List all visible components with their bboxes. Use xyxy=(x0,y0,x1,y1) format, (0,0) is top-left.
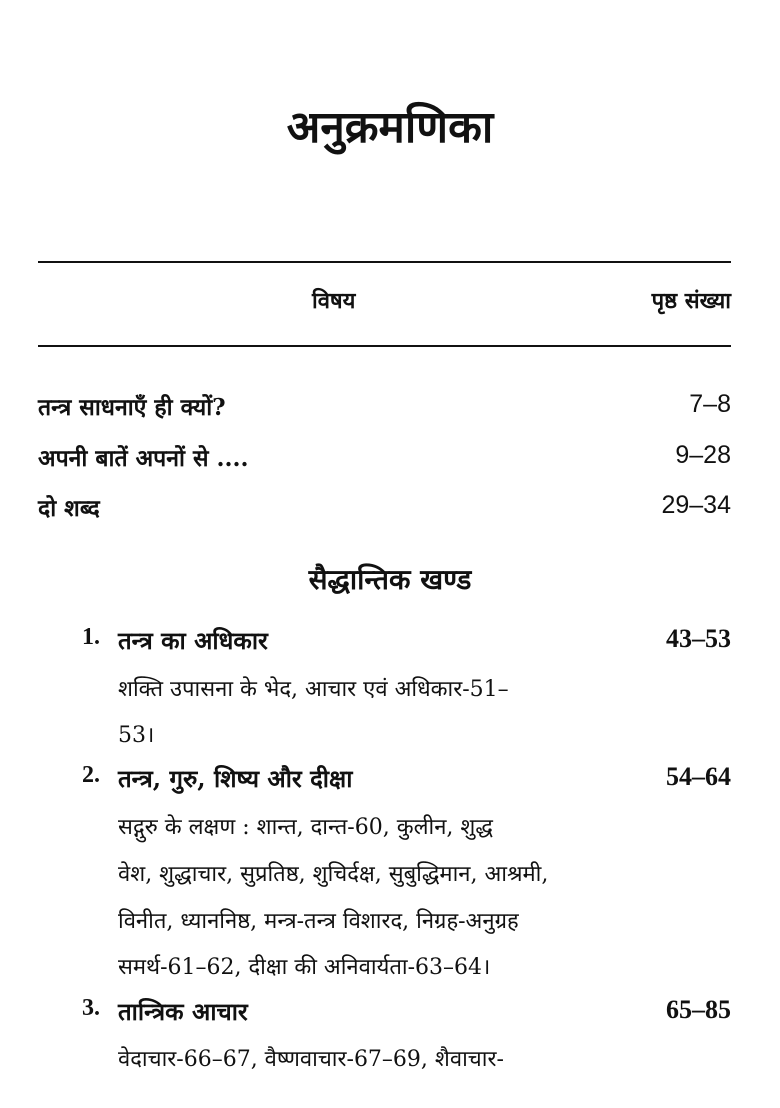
chapter-number: 1. xyxy=(82,624,100,650)
chapter-desc-line: शक्ति उपासना के भेद, आचार एवं अधिकार-51– xyxy=(118,677,509,702)
chapter-desc-line: वेदाचार-66–67, वैष्णवाचार-67–69, शैवाचार- xyxy=(118,1047,504,1072)
entry-label: तन्त्र साधनाएँ ही क्यों? xyxy=(38,394,226,421)
toc-entry xyxy=(38,491,731,531)
entry-pages: 9–28 xyxy=(675,441,731,469)
chapter-pages: 54–64 xyxy=(666,762,731,791)
divider-top xyxy=(38,261,731,263)
chapter-desc-line: 53। xyxy=(118,723,155,748)
chapter-title: तान्त्रिक आचार xyxy=(118,997,248,1026)
chapter-desc-line: सद्गुरु के लक्षण : शान्त, दान्त-60, कुलीन, शुद्ध xyxy=(118,815,493,840)
chapter-desc-line: विनीत, ध्याननिष्ठ, मन्त्र-तन्त्र विशारद, निग्रह-अनुग्रह xyxy=(118,909,519,934)
entry-pages: 7–8 xyxy=(689,390,731,418)
chapter-title: तन्त्र का अधिकार xyxy=(118,626,268,655)
chapter-pages: 65–85 xyxy=(666,995,731,1024)
chapter-number: 3. xyxy=(82,995,100,1021)
chapter-entry xyxy=(82,624,731,664)
column-header-page-number: पृष्ठ संख्या xyxy=(651,288,731,314)
section-title: सैद्धान्तिक खण्ड xyxy=(308,563,472,596)
chapter-entry xyxy=(82,995,731,1035)
entry-label: अपनी बातें अपनों से .... xyxy=(38,445,249,472)
chapter-pages: 43–53 xyxy=(666,624,731,653)
chapter-entry xyxy=(82,762,731,802)
chapter-title: तन्त्र, गुरु, शिष्य और दीक्षा xyxy=(118,764,353,793)
page-title: अनुक्रमणिका xyxy=(286,102,494,153)
chapter-desc-line: वेश, शुद्धाचार, सुप्रतिष्ठ, शुचिर्दक्ष, सुबुद्धिमान, आश्रमी, xyxy=(118,862,549,887)
chapter-desc-line: समर्थ-61–62, दीक्षा की अनिवार्यता-63–64। xyxy=(118,955,491,980)
column-header-subject: विषय xyxy=(312,288,356,314)
toc-entry xyxy=(38,390,731,430)
divider-bottom xyxy=(38,345,731,347)
entry-label: दो शब्द xyxy=(38,495,100,522)
entry-pages: 29–34 xyxy=(661,491,731,519)
chapter-number: 2. xyxy=(82,762,100,788)
toc-entry xyxy=(38,441,731,481)
